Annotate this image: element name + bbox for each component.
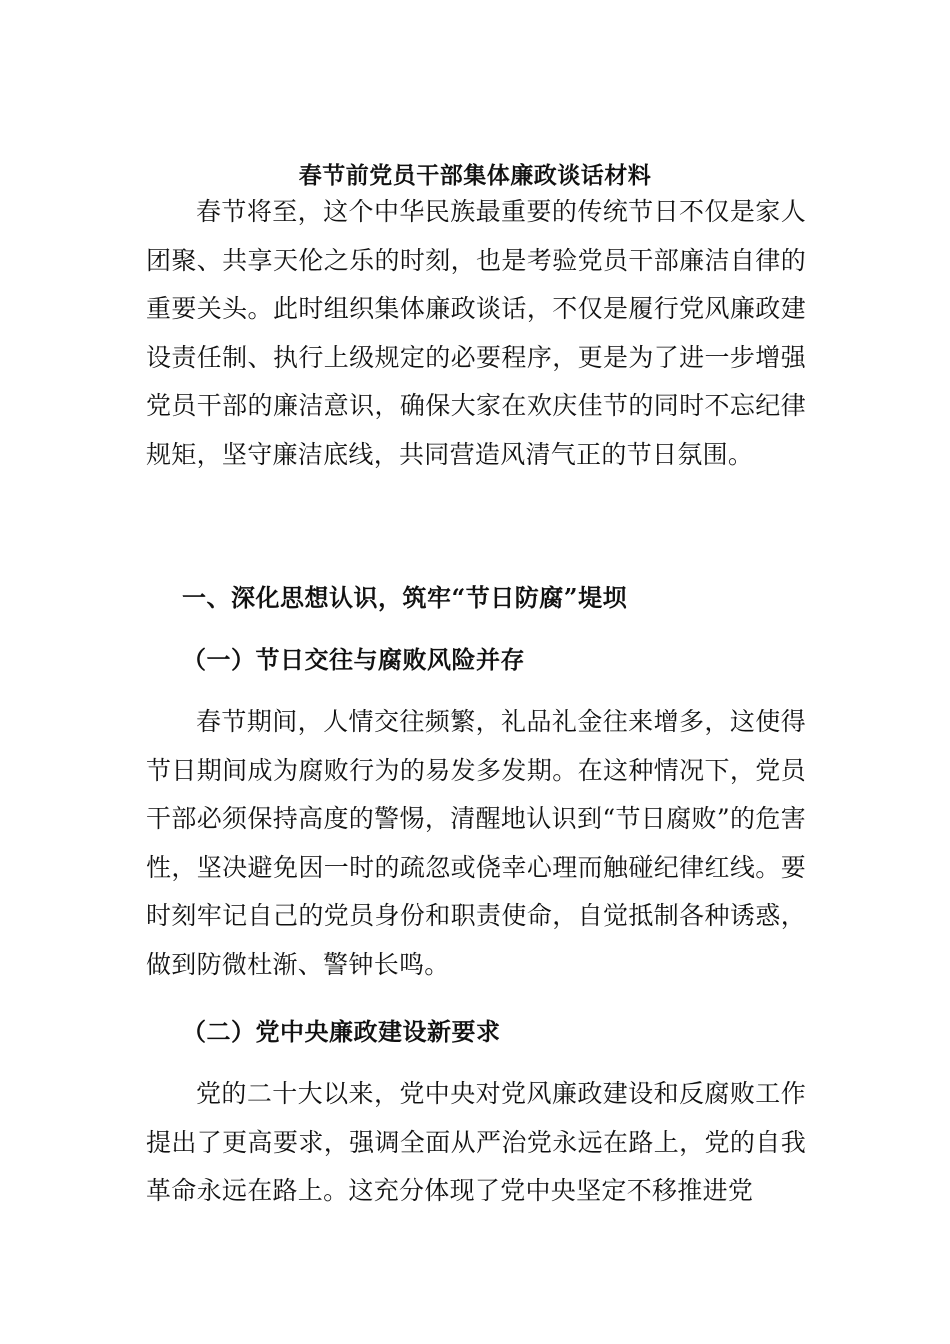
subsection-heading-1: （一）节日交往与腐败风险并存 xyxy=(182,645,525,674)
section-heading-1: 一、深化思想认识，筑牢“节日防腐”堤坝 xyxy=(182,583,628,612)
subsection-heading-2: （二）党中央廉政建设新要求 xyxy=(182,1017,501,1046)
document-title: 春节前党员干部集体廉政谈话材料 xyxy=(298,162,652,189)
intro-paragraph: 春节将至，这个中华民族最重要的传统节日不仅是家人团聚、共享天伦之乐的时刻，也是考验党员干部廉洁自律的重要关头。此时组织集体廉政谈话，不仅是履行党风廉政建设责任制、执行上级规定的必要程序，更是为了进一步增强党员干部的廉洁意识，确保大家在欢庆佳节的同时不忘纪律规矩，坚守廉洁底线，共同营造风清气正的节日氛围。 xyxy=(146,197,806,469)
subsection-2-paragraph: 党的二十大以来，党中央对党风廉政建设和反腐败工作提出了更高要求，强调全面从严治党永远在路上，党的自我革命永远在路上。这充分体现了党中央坚定不移推进党 xyxy=(146,1079,806,1205)
subsection-1-paragraph: 春节期间，人情交往频繁，礼品礼金往来增多，这使得节日期间成为腐败行为的易发多发期。在这种情况下，党员干部必须保持高度的警惕，清醒地认识到“节日腐败”的危害性，坚决避免因一时的疏忽或侥幸心理而触碰纪律红线。要时刻牢记自己的党员身份和职责使命，自觉抵制各种诱惑，做到防微杜渐、警钟长鸣。 xyxy=(146,707,806,979)
